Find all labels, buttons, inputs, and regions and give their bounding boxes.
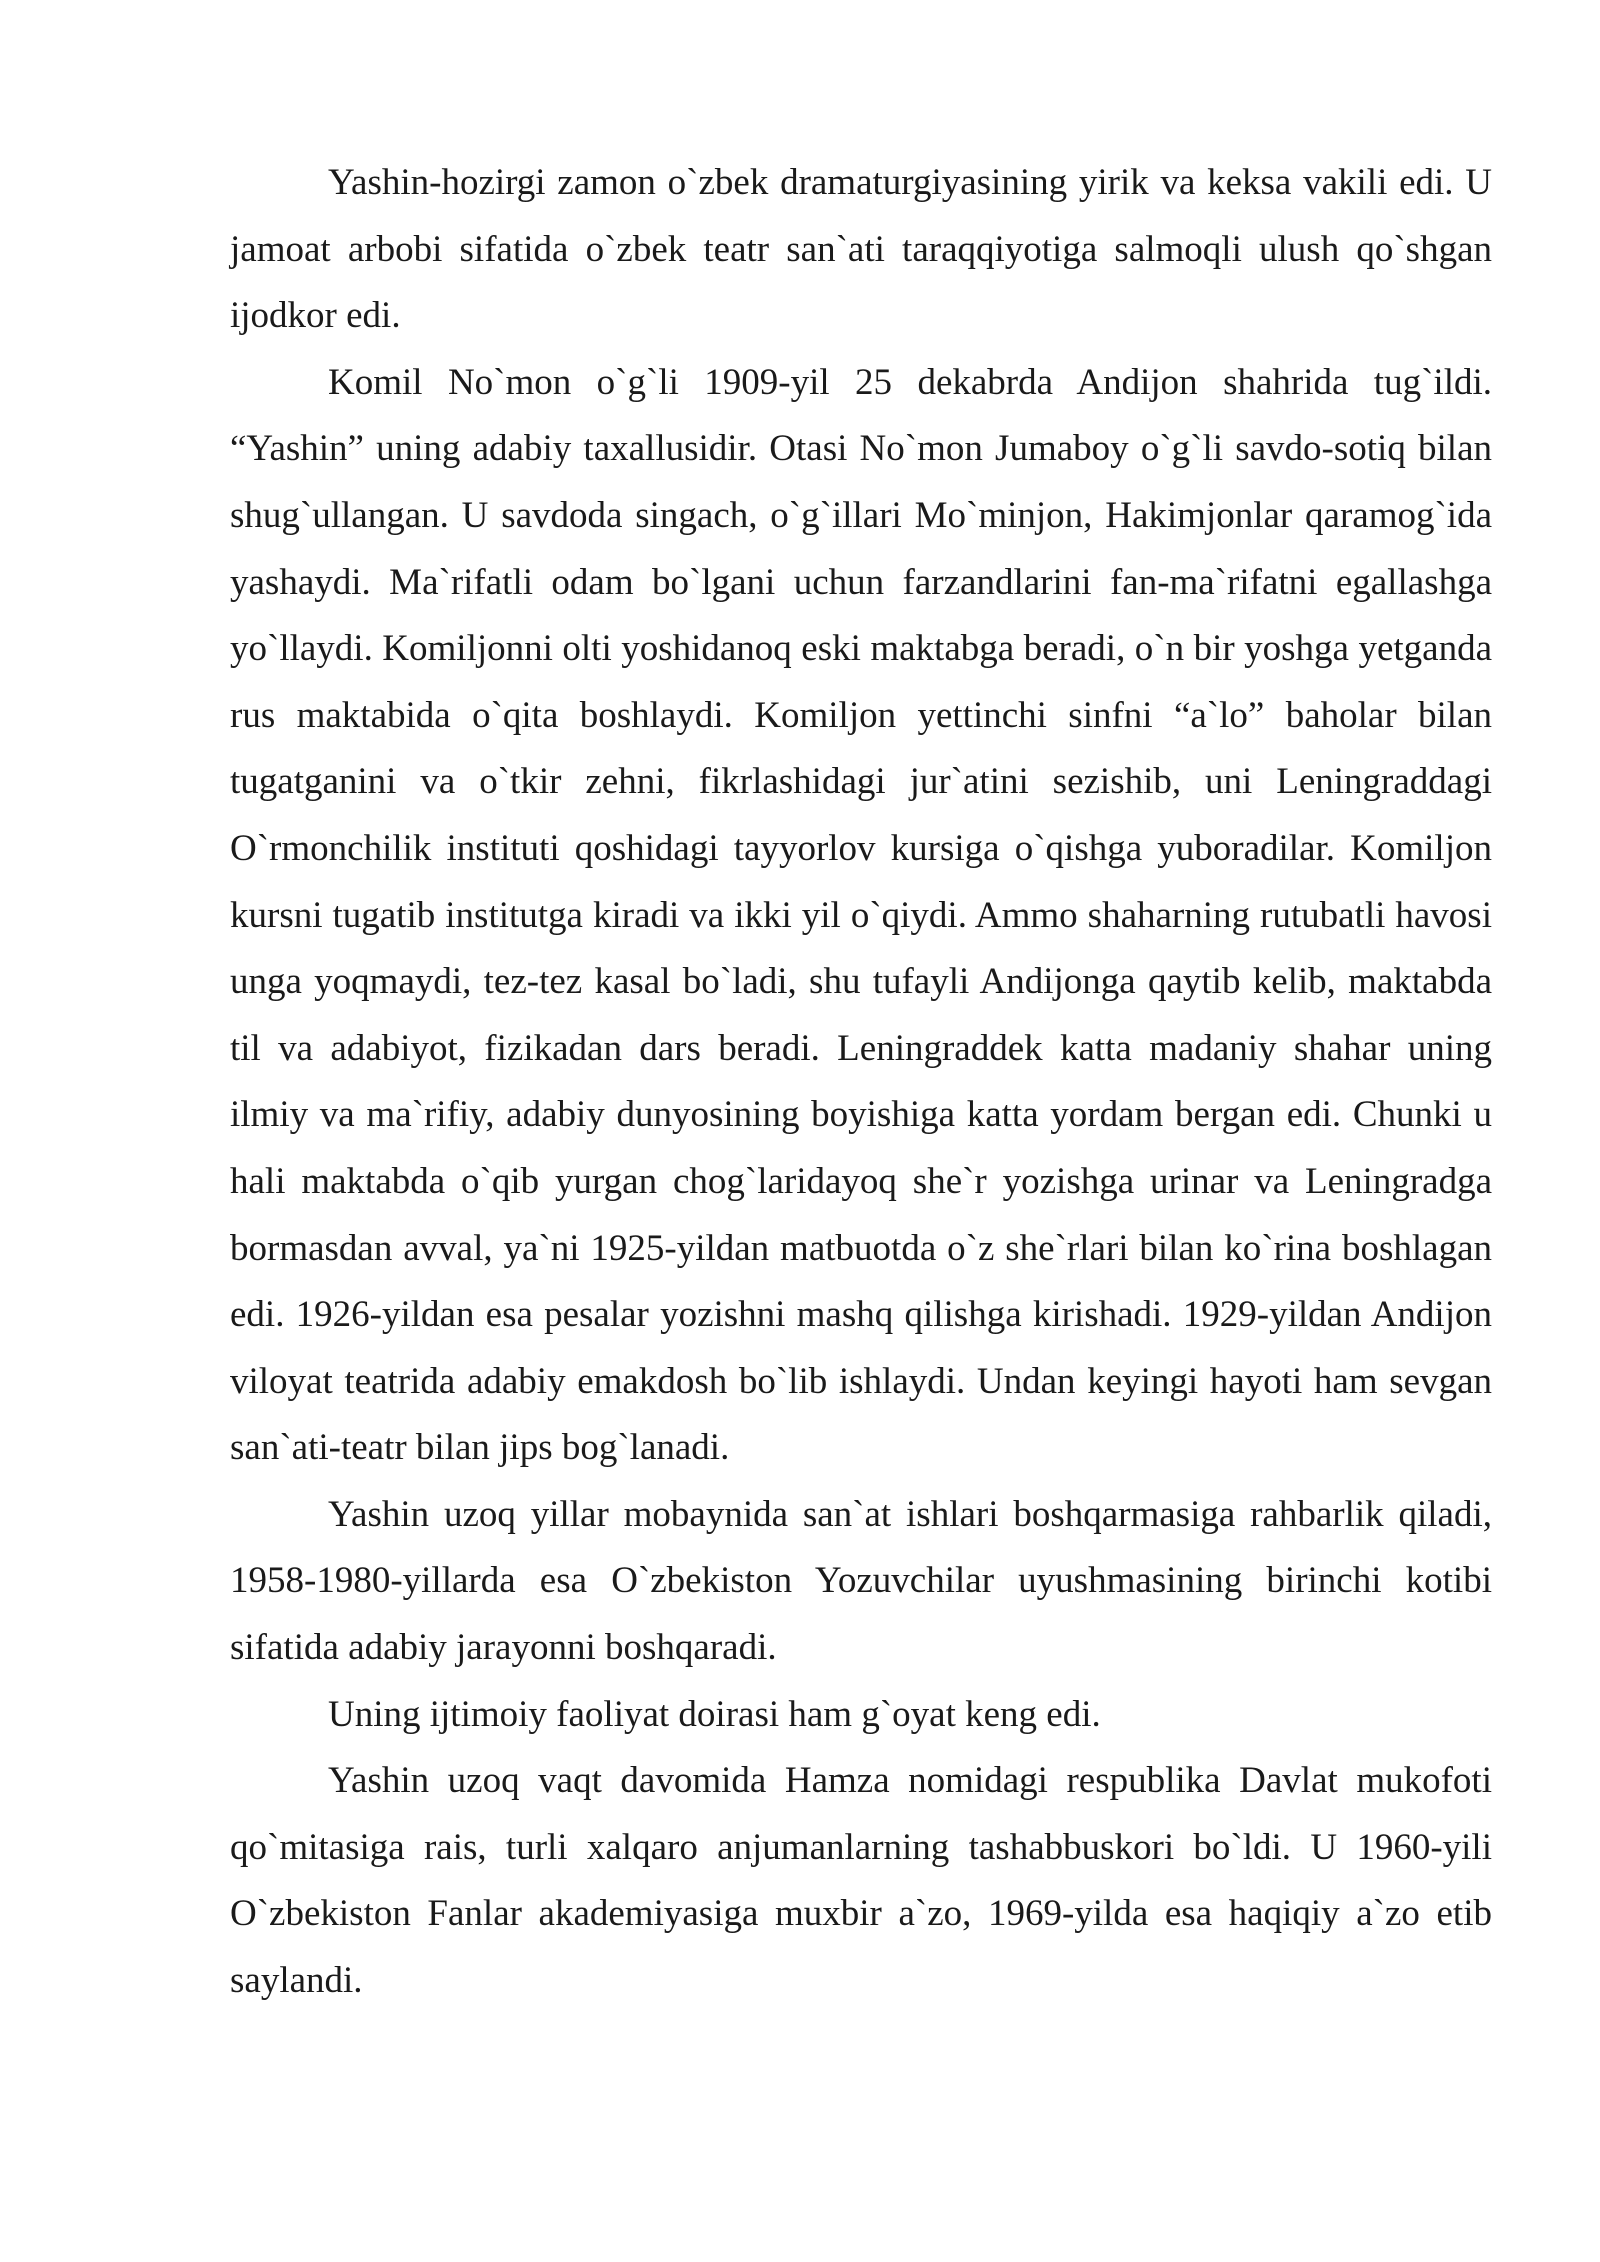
- paragraph-intro: Yashin-hozirgi zamon o`zbek dramaturgiyasining yirik va keksa vakili edi. U jamoat arbobi sifatida o`zbek teatr san`ati taraqqiyotiga salmoqli ulush qo`shgan ijodkor edi.: [230, 162, 1492, 337]
- paragraph-biography: Komil No`mon o`g`li 1909-yil 25 dekabrda Andijon shahrida tug`ildi. “Yashin” uning adabiy taxallusidir. Otasi No`mon Jumaboy o`g`li savdo-sotiq bilan shug`ullangan. U savdoda singach, o`g`illari Mo`minjon, Hakimjonlar qaramog`ida yashaydi. Ma`rifatli odam bo`lgani uchun farzandlarini fan-ma`rifatni egallashga yo`llaydi. Komiljonni olti yoshidanoq eski maktabga beradi, o`n bir yoshga yetganda rus maktabida o`qita boshlaydi. Komiljon yettinchi sinfni “a`lo” baholar bilan tugatganini va o`tkir zehni, fikrlashidagi jur`atini sezishib, uni Leningraddagi O`rmonchilik instituti qoshidagi tayyorlov kursiga o`qishga yuboradilar. Komiljon kursni tugatib institutga kiradi va ikki yil o`qiydi. Ammo shaharning rutubatli havosi unga yoqmaydi, tez-tez kasal bo`ladi, shu tufayli Andijonga qaytib kelib, maktabda til va adabiyot, fizikadan dars beradi. Leningraddek katta madaniy shahar uning ilmiy va ma`rifiy, adabiy dunyosining boyishiga katta yordam bergan edi. Chunki u hali maktabda o`qib yurgan chog`laridayoq she`r yozishga urinar va Leningradga bormasdan avval, ya`ni 1925-yildan matbuotda o`z she`rlari bilan ko`rina boshlagan edi. 1926-yildan esa pesalar yozishni mashq qilishga kirishadi. 1929-yildan Andijon viloyat teatrida adabiy emakdosh bo`lib ishlaydi. Undan keyingi hayoti ham sevgan san`ati-teatr bilan jips bog`lanadi.: [230, 361, 1492, 1469]
- paragraph-academy: Yashin uzoq vaqt davomida Hamza nomidagi respublika Davlat mukofoti qo`mitasiga rais, turli xalqaro anjumanlarning tashabbuskori bo`ldi. U 1960-yili O`zbekiston Fanlar akademiyasiga muxbir a`zo, 1969-yilda esa haqiqiy a`zo etib saylandi.: [230, 1760, 1492, 2002]
- document-body: [230, 150, 1492, 2015]
- paragraph-leadership: Yashin uzoq yillar mobaynida san`at ishlari boshqarmasiga rahbarlik qiladi, 1958-1980-yillarda esa O`zbekiston Yozuvchilar uyushmasining birinchi kotibi sifatida adabiy jarayonni boshqaradi.: [230, 1493, 1492, 1669]
- paragraph-social-activity: Uning ijtimoiy faoliyat doirasi ham g`oyat keng edi.: [328, 1693, 1101, 1735]
